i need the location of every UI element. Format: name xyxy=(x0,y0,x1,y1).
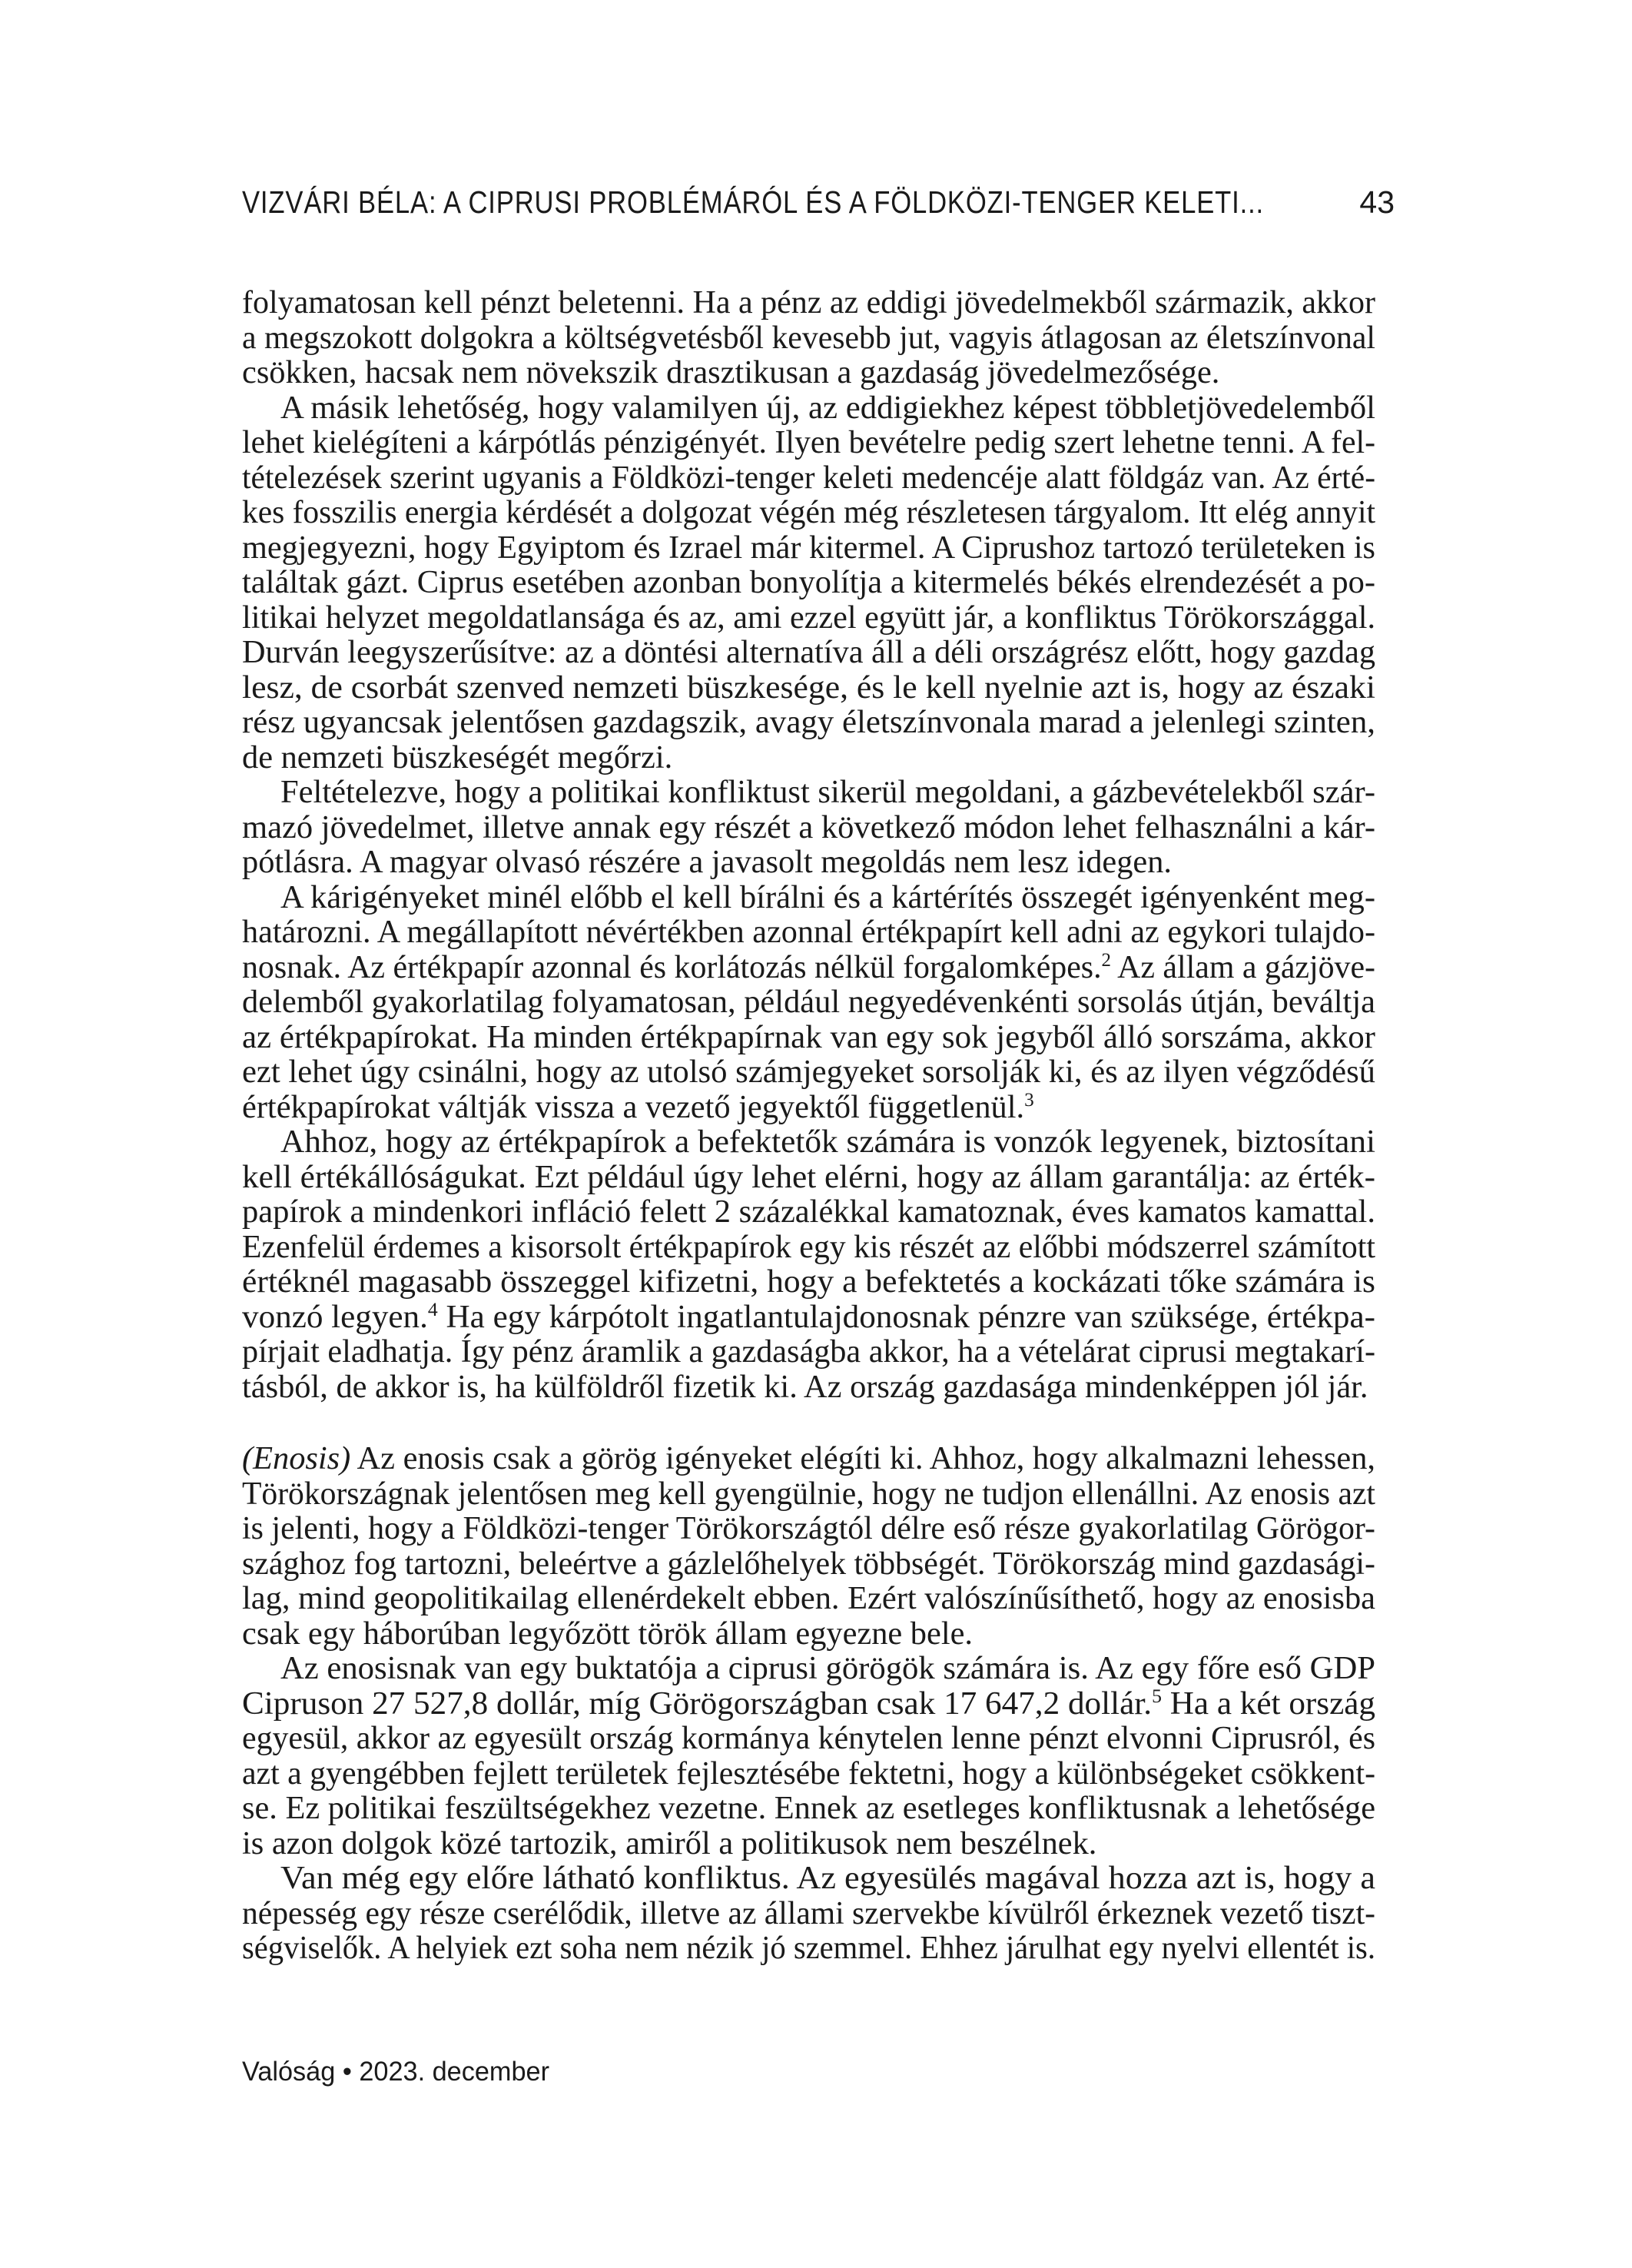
text-line: vonzó legyen.$^4$ Ha egy kárpótolt ingatlantulajdonosnak pénzre van szüksége, értékpa- xyxy=(242,1299,1376,1335)
text-line: is azon dolgok közé tartozik, amiről a politikusok nem beszélnek. xyxy=(242,1825,1097,1861)
page-number: 43 xyxy=(1359,184,1395,220)
text-line: nosnak. Az értékpapír azonnal és korlátozás nélkül forgalomképes.$^2$ Az állam a gázjöve- xyxy=(242,949,1375,985)
paragraph xyxy=(242,775,1395,881)
text-line: az értékpapírokat. Ha minden értékpapírnak van egy sok jegyből álló sorszáma, akkor xyxy=(242,1019,1375,1055)
text-line: papírok a mindenkori infláció felett 2 százalékkal kamatoznak, éves kamatos kamattal. xyxy=(242,1194,1375,1230)
text-line: értéknél magasabb összeggel kifizetni, hogy a befektetés a kockázati tőke számára is xyxy=(242,1264,1375,1300)
text-line: tásból, de akkor is, ha külföldről fizetik ki. Az ország gazdasága mindenképpen jól jár. xyxy=(242,1369,1368,1405)
text-line: pótlásra. A magyar olvasó részére a javasolt megoldás nem lesz idegen. xyxy=(242,845,1173,880)
text-line: Van még egy előre látható konfliktus. Az egyesülés magával hozza azt is, hogy a xyxy=(280,1861,1375,1896)
text-line: tételezések szerint ugyanis a Földközi-tenger keleti medencéje alatt földgáz van. Az érté- xyxy=(242,460,1375,496)
text-line: lag, mind geopolitikailag ellenérdekelt ebben. Ezért valószínűsíthető, hogy az enosisba xyxy=(242,1581,1375,1616)
text-line: A kárigényeket minél előbb el kell bírálni és a kártérítés összegét igényenként meg- xyxy=(280,879,1375,915)
text-line: megjegyezni, hogy Egyiptom és Izrael már kitermel. A Ciprushoz tartozó területeken is xyxy=(242,530,1375,566)
text-line: népesség egy része cserélődik, illetve az állami szervekbe kívülről érkeznek vezető tiszt- xyxy=(242,1895,1375,1931)
italic-lead: (Enosis) xyxy=(242,1441,351,1476)
page-header xyxy=(242,184,1395,227)
running-title: VIZVÁRI BÉLA: A CIPRUSI PROBLÉMÁRÓL ÉS A FÖLDKÖZI-TENGER KELETI... xyxy=(242,184,1264,220)
text-line: is jelenti, hogy a Földközi-tenger Törökországtól délre eső része gyakorlatilag Görögor- xyxy=(242,1511,1375,1546)
text-line: mazó jövedelmet, illetve annak egy részét a következő módon lehet felhasználni a kár- xyxy=(242,809,1376,845)
text-line: Ahhoz, hogy az értékpapírok a befektetők számára is vonzók legyenek, biztosítani xyxy=(280,1124,1376,1160)
text-line: csak egy háborúban legyőzött török állam egyezne bele. xyxy=(242,1615,974,1652)
paragraph xyxy=(242,1652,1395,1861)
text-line: azt a gyengébben fejlett területek fejlesztésébe fektetni, hogy a különbségeket csökkent- xyxy=(242,1755,1375,1791)
text-line: ségviselők. A helyiek ezt soha nem nézik jó szemmel. Ehhez járulhat egy nyelvi ellentét is. xyxy=(242,1931,1375,1966)
text-line: folyamatosan kell pénzt beletenni. Ha a pénz az eddigi jövedelmekből származik, akkor xyxy=(242,285,1375,320)
paragraph xyxy=(242,1125,1395,1405)
text-line: litikai helyzet megoldatlansága és az, ami ezzel együtt jár, a konfliktus Törökországgal. xyxy=(242,599,1375,636)
footnote-marker: 3 xyxy=(1024,1089,1034,1111)
text-line: határozni. A megállapított névértékben azonnal értékpapírt kell adni az egykori tulajdo- xyxy=(242,915,1375,950)
footnote-marker: 4 xyxy=(427,1299,438,1320)
text-line: értékpapírokat váltják vissza a vezető jegyektől függetlenül.$^3$ xyxy=(242,1089,1034,1125)
text-line: rész ugyancsak jelentősen gazdagszik, avagy életszínvonala marad a jelenlegi szinten, xyxy=(242,705,1376,740)
text-line: szághoz fog tartozni, beleértve a gázlelőhelyek többségét. Törökország mind gazdasági- xyxy=(242,1546,1375,1582)
text-line: kes fosszilis energia kérdését a dolgozat végén még részletesen tárgyalom. Itt elég annyit xyxy=(242,495,1375,530)
text-line: egyesül, akkor az egyesült ország kormánya kénytelen lenne pénzt elvonni Ciprusról, és xyxy=(242,1721,1375,1756)
text-line: Az enosisnak van egy buktatója a ciprusi görögök számára is. Az egy főre eső GDP xyxy=(280,1651,1375,1686)
text-line: ezt lehet úgy csinálni, hogy az utolsó számjegyeket sorsolják ki, és az ilyen végződésű xyxy=(242,1054,1375,1090)
text-line: lehet kielégíteni a kárpótlás pénzigényét. Ilyen bevételre pedig szert lehetne tenni. A fel- xyxy=(242,425,1375,460)
text-line: Feltételezve, hogy a politikai konfliktust sikerül megoldani, a gázbevételekből szár- xyxy=(280,775,1375,810)
paragraph xyxy=(242,881,1395,1126)
paragraph xyxy=(242,1442,1395,1652)
text-line: Durván leegyszerűsítve: az a döntési alternatíva áll a déli országrész előtt, hogy gazdag xyxy=(242,635,1375,670)
page-footer xyxy=(242,2057,556,2095)
article-body xyxy=(242,286,1395,1967)
paragraph xyxy=(242,286,1395,391)
text-line: a megszokott dolgokra a költségvetésből kevesebb jut, vagyis átlagosan az életszínvonal xyxy=(242,320,1375,356)
text-line: pírjait eladhatja. Így pénz áramlik a gazdaságba akkor, ha a vételárat ciprusi megtakarí- xyxy=(242,1334,1375,1370)
text-line: kell értékállóságukat. Ezt például úgy lehet elérni, hogy az állam garantálja: az érték- xyxy=(242,1159,1375,1195)
text-line: lesz, de csorbát szenved nemzeti büszkesége, és le kell nyelnie azt is, hogy az északi xyxy=(242,669,1376,706)
paragraph xyxy=(242,1861,1395,1967)
text-line: találtak gázt. Ciprus esetében azonban bonyolítja a kitermelés békés elrendezését a po- xyxy=(242,565,1375,600)
text-line: Ezenfelül érdemes a kisorsolt értékpapírok egy kis részét az előbbi módszerrel számított xyxy=(242,1229,1375,1265)
text-line: de nemzeti büszkeségét megőrzi. xyxy=(242,739,673,775)
text-line: csökken, hacsak nem növekszik drasztikusan a gazdaság jövedelmezősége. xyxy=(242,355,1220,390)
text-line: Cipruson 27 527,8 dollár, míg Görögországban csak 17 647,2 dollár.$^5$ Ha a két ország xyxy=(242,1685,1375,1722)
text-line: delemből gyakorlatilag folyamatosan, például negyedévenkénti sorsolás útján, beváltja xyxy=(242,985,1375,1020)
text-line: A másik lehetőség, hogy valamilyen új, az eddigiekhez képest többletjövedelemből xyxy=(280,390,1375,426)
footnote-marker: 2 xyxy=(1101,949,1112,971)
text-line: Törökországnak jelentősen meg kell gyengülnie, hogy ne tudjon ellenállni. Az enosis azt xyxy=(242,1476,1375,1512)
text-line: (Enosis) Az enosis csak a görög igényeket elégíti ki. Ahhoz, hogy alkalmazni lehessen, xyxy=(242,1441,1376,1476)
text-line: se. Ez politikai feszültségekhez vezetne. Ennek az esetleges konfliktusnak a lehetősége xyxy=(242,1791,1375,1826)
paragraph xyxy=(242,391,1395,776)
footnote-marker: 5 xyxy=(1152,1685,1162,1707)
journal-issue-label: Valóság • 2023. december xyxy=(242,2057,549,2087)
